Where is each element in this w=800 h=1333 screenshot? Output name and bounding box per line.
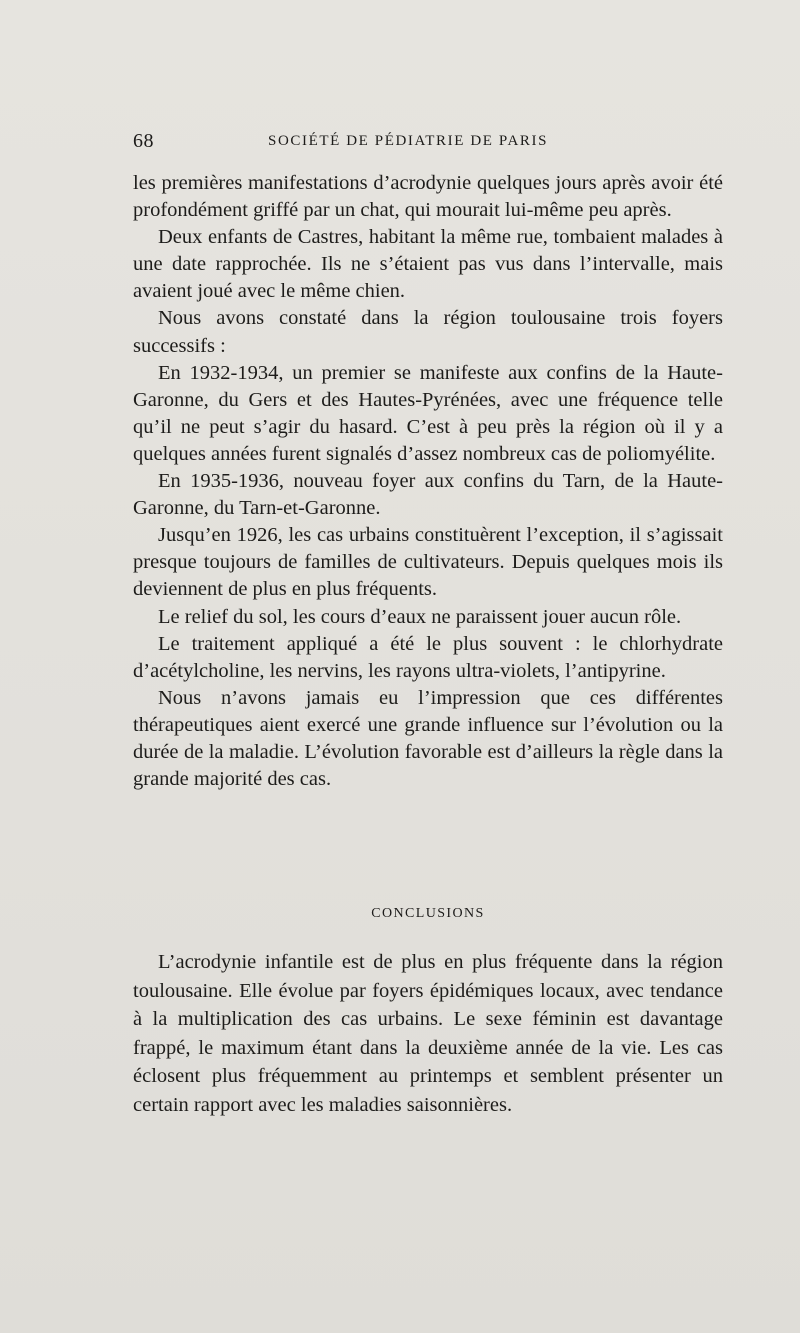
paragraph: L’acrodynie infantile est de plus en plus fréquente dans la région toulousaine. Elle évolue par foyers épidémiques locaux, avec tendance à la multiplication des cas urbains. Le sexe féminin est davantage frappé, le maximum étant dans la deuxième année de la vie. Les cas éclosent plus fréquemment au printemps et semblent présenter un certain rapport avec les maladies saisonnières. [133,951,723,1116]
paragraph: Le traitement appliqué a été le plus souvent : le chlorhydrate d’acétylcholine, les nervins, les rayons ultra-violets, l’antipyrine. [133,632,723,682]
paragraph: En 1932-1934, un premier se manifeste aux confins de la Haute-Garonne, du Gers et des Hautes-Pyrénées, avec une fréquence telle qu’il ne peut s’agir du hasard. C’est à peu près la région où il y a quelques années furent signalés d’assez nombreux cas de poliomyélite. [133,361,723,465]
paragraph-continuation: les premières manifestations d’acrodynie quelques jours après avoir été profondément griffé par un chat, qui mourait lui-même peu après. [133,172,723,222]
page-header [133,130,723,160]
conclusions-text [133,948,723,1120]
body-text [133,170,723,793]
running-head: SOCIÉTÉ DE PÉDIATRIE DE PARIS [268,133,549,149]
paragraph: Le relief du sol, les cours d’eaux ne paraissent jouer aucun rôle. [158,605,682,628]
section-heading-conclusions: CONCLUSIONS [371,906,485,921]
paragraph: En 1935-1936, nouveau foyer aux confins du Tarn, de la Haute-Garonne, du Tarn-et-Garonne. [133,470,723,520]
paragraph: Deux enfants de Castres, habitant la même rue, tombaient malades à une date rapprochée. Ils ne s’étaient pas vus dans l’intervalle, mais avaient joué avec le même chien. [133,226,723,303]
paragraph: Nous avons constaté dans la région toulousaine trois foyers successifs : [133,307,723,357]
paragraph: Nous n’avons jamais eu l’impression que ces différentes thérapeutiques aient exercé une grande influence sur l’évolution ou la durée de la maladie. L’évolution favorable est d’ailleurs la règle dans la grande majorité des cas. [133,686,723,791]
page-number: 68 [133,130,154,152]
paragraph: Jusqu’en 1926, les cas urbains constituèrent l’exception, il s’agissait presque toujours de familles de cultivateurs. Depuis quelques mois ils deviennent de plus en plus fréquents. [133,524,723,601]
